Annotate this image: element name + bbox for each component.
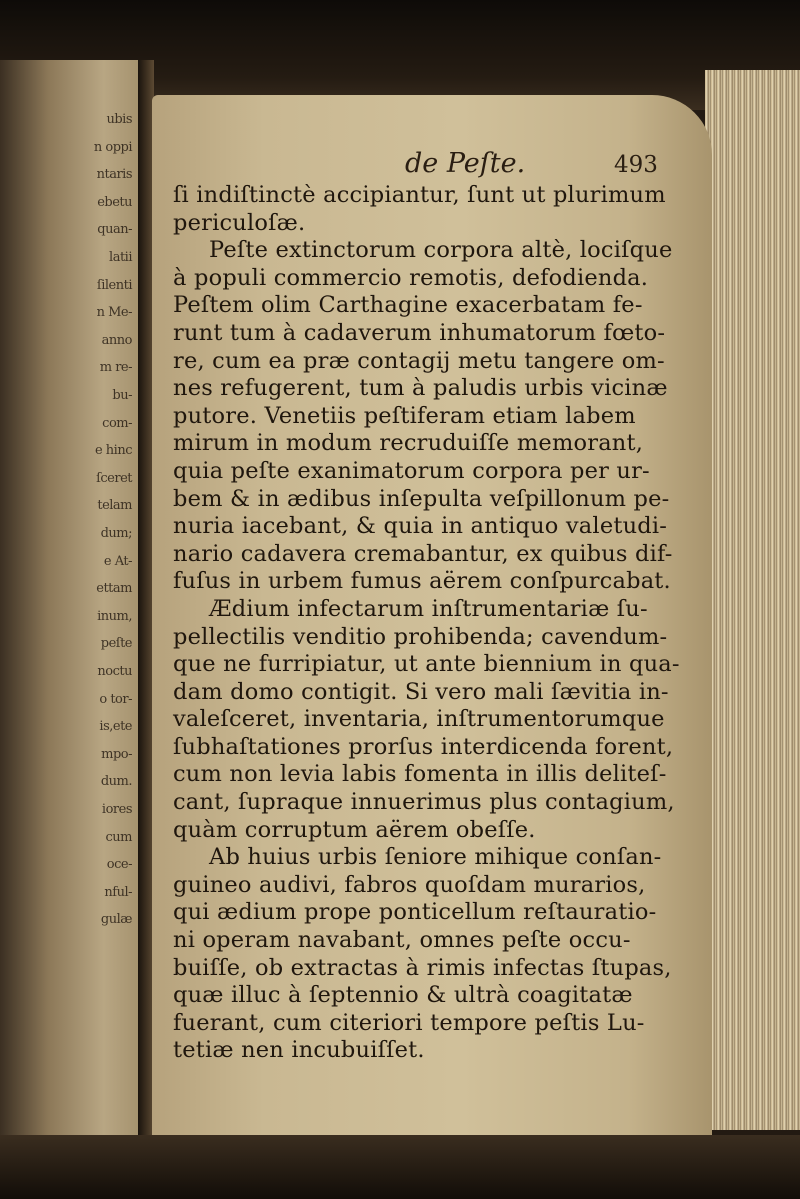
text-line: fuerant, cum citeriori tempore peſtis Lu-: [173, 1009, 645, 1036]
left-page-fragment: bu-: [112, 388, 132, 403]
left-page-fragment: n oppi: [93, 139, 132, 155]
text-line: Peſtem olim Carthagine exacerbatam fe-: [173, 292, 643, 319]
text-line: à populi commercio remotis, defodienda.: [173, 264, 649, 291]
left-page-fragment: quan-: [97, 222, 132, 238]
left-page-fragment: ettam: [96, 581, 132, 597]
left-page-fragment: m re-: [99, 360, 132, 376]
text-line: pellectilis venditio prohibenda; cavendum-: [173, 623, 668, 650]
text-line: nes refugerent, tum à paludis urbis vicinæ: [173, 375, 668, 402]
left-page-fragment: n Me-: [96, 305, 132, 321]
left-page-fragment: ubis: [106, 112, 132, 127]
text-line: re, cum ea præ contagij metu tangere om-: [173, 347, 665, 374]
left-page-fragment: dum.: [100, 774, 132, 790]
left-page-fragment: mpo-: [101, 746, 132, 762]
body-text: [173, 182, 723, 1065]
left-page-fragment: noctu: [97, 664, 132, 679]
text-line: qui ædium prope ponticellum reſtauratio-: [173, 899, 657, 926]
left-page-fragment: inum,: [97, 608, 132, 624]
text-line: nario cadavera cremabantur, ex quibus dif-: [173, 540, 673, 567]
text-line: dam domo contigit. Si vero mali ſævitia in-: [173, 678, 669, 705]
left-page-fragment: ſceret: [96, 470, 132, 486]
page-number: 493: [614, 152, 658, 178]
text-line: quia peſte exanimatorum corpora per ur-: [173, 457, 650, 484]
left-page-fragment: ebetu: [97, 194, 132, 210]
left-page-fragment: ntaris: [96, 167, 132, 183]
text-line: fuſus in urbem fumus aërem conſpurcabat.: [173, 568, 671, 595]
text-line: bem & in ædibus inſepulta veſpillonum pe-: [173, 485, 670, 512]
text-line: ni operam navabant, omnes peſte occu-: [173, 927, 631, 954]
text-line: ſi indiſtinctè accipiantur, ſunt ut plurimum: [173, 182, 666, 208]
left-page-fragment: latii: [109, 250, 132, 265]
left-page-fragment: peſte: [100, 636, 132, 652]
left-page-fragment: e hinc: [94, 443, 132, 459]
text-line: ſubhaſtationes prorſus interdicenda forent,: [173, 733, 674, 760]
left-page-fragment: anno: [101, 332, 132, 348]
left-page-fragment: ſilenti: [96, 277, 132, 293]
text-line: runt tum à cadaverum inhumatorum fœto-: [173, 319, 666, 346]
text-line: valeſceret, inventaria, inſtrumentorumque: [173, 706, 665, 733]
left-page-fragment: gulæ: [100, 912, 132, 928]
left-page-fragment: nful-: [104, 884, 132, 900]
text-line: periculoſæ.: [173, 209, 306, 236]
left-page-fragment: o tor-: [99, 691, 132, 707]
text-line: quæ illuc à ſeptennio & ultrà coagitatæ: [173, 982, 633, 1009]
left-page-fragment: cum: [105, 829, 132, 845]
text-line: Ab huius urbis ſeniore mihique conſan-: [209, 844, 662, 871]
text-line: mirum in modum recruduiſſe memorant,: [173, 430, 644, 457]
left-page-fragment: is,ete: [99, 719, 132, 735]
bottom-shadow: [0, 1135, 800, 1199]
text-line: putore. Venetiis peſtiferam etiam labem: [173, 402, 636, 429]
text-line: que ne furripiatur, ut ante biennium in qua-: [173, 651, 680, 678]
text-line: quàm corruptum aërem obeſſe.: [173, 816, 536, 843]
text-line: cant, ſupraque innuerimus plus contagium,: [173, 789, 675, 816]
text-line: Peſte extinctorum corpora altè, lociſque: [209, 237, 673, 264]
text-line: tetiæ nen incubuiſſet.: [173, 1037, 425, 1064]
text-line: guineo audivi, fabros quoſdam murarios,: [173, 871, 646, 898]
text-line: Ædium infectarum inſtrumentariæ ſu-: [209, 595, 648, 622]
left-page-fragment: com-: [102, 415, 132, 431]
left-facing-page: [0, 60, 138, 1199]
left-page-fragment: dum;: [100, 526, 132, 541]
left-page-fragment: telam: [97, 498, 132, 514]
running-header: de Peſte.: [405, 148, 526, 179]
text-line: cum non levia labis fomenta in illis deliteſ-: [173, 761, 667, 788]
left-page-fragment: iores: [101, 802, 132, 817]
left-page-fragment: e At-: [103, 553, 132, 569]
left-page-fragment: oce-: [106, 857, 132, 873]
text-line: buiſſe, ob extractas à rimis infectas ſtupas,: [173, 954, 672, 981]
text-line: nuria iacebant, & quia in antiquo valetudi-: [173, 513, 668, 540]
